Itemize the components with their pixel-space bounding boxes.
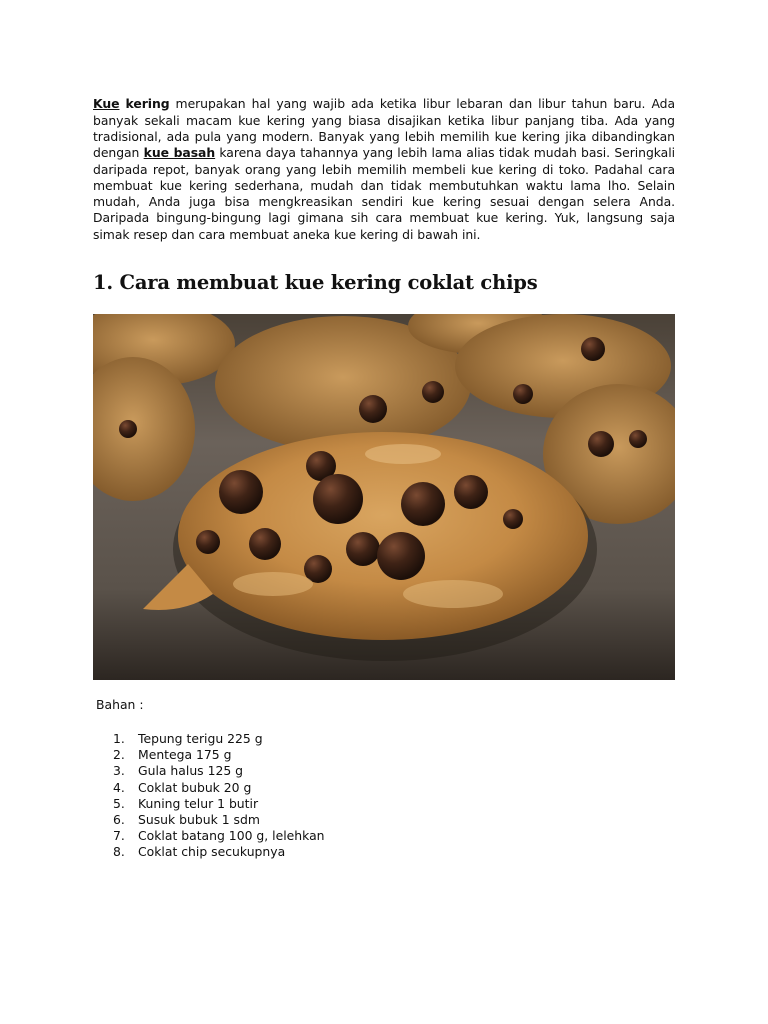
item-number: 4.	[113, 779, 125, 795]
list-item	[113, 828, 325, 844]
list-item	[113, 747, 325, 763]
intro-text-1: merupakan hal yang wajib ada ketika libur lebaran dan libur tahun baru. Ada banyak sekali macam kue kering yang biasa disajikan ketika libur panjang tiba. Ada yang tradisional, ada pula yang modern. Banyak yang lebih memilih kue kering jika dibandingkan dengan	[93, 96, 676, 161]
list-item	[113, 796, 325, 812]
list-item	[113, 812, 325, 828]
list-item	[113, 780, 325, 796]
bahan-label: Bahan :	[96, 697, 144, 712]
list-item	[113, 731, 325, 747]
intro-paragraph	[93, 96, 675, 243]
item-number: 6.	[113, 812, 125, 828]
ingredient-list	[113, 731, 325, 861]
item-text: Coklat batang 100 g, lelehkan	[138, 828, 325, 844]
item-text: Coklat bubuk 20 g	[138, 779, 252, 795]
list-item	[113, 844, 325, 860]
kering-bold: kering	[125, 96, 170, 112]
item-number: 5.	[113, 795, 125, 811]
item-number: 1.	[113, 731, 125, 746]
intro-text-2: karena daya tahannya yang lebih lama alias tidak mudah basi. Seringkali daripada repot, banyak orang yang lebih memilih membeli kue kering di toko. Padahal cara membuat kue kering sederhana, mudah dan tidak membutuhkan waktu lama lho. Selain mudah, Anda juga bisa mengkreasikan sendiri kue kering sesuai dengan selera Anda. Daripada bingung-bingung lagi gimana sih cara membuat kue kering. Yuk, langsung saja simak resep dan cara membuat aneka kue kering di bawah ini.	[93, 145, 675, 242]
section-heading: 1. Cara membuat kue kering coklat chips	[93, 271, 538, 294]
item-number: 7.	[113, 828, 125, 844]
cookies-photo	[93, 314, 675, 680]
list-item	[113, 763, 325, 779]
item-number: 3.	[113, 763, 125, 779]
item-text: Coklat chip secukupnya	[138, 844, 286, 860]
item-text: Kuning telur 1 butir	[138, 795, 259, 811]
item-text: Tepung terigu 225 g	[138, 731, 263, 746]
item-text: Susuk bubuk 1 sdm	[138, 812, 260, 828]
item-number: 8.	[113, 844, 125, 860]
kue-basah-link[interactable]: kue basah	[143, 145, 216, 161]
item-text: Gula halus 125 g	[138, 763, 244, 779]
item-text: Mentega 175 g	[138, 747, 232, 763]
kue-link[interactable]: Kue	[93, 96, 120, 112]
item-number: 2.	[113, 747, 125, 763]
